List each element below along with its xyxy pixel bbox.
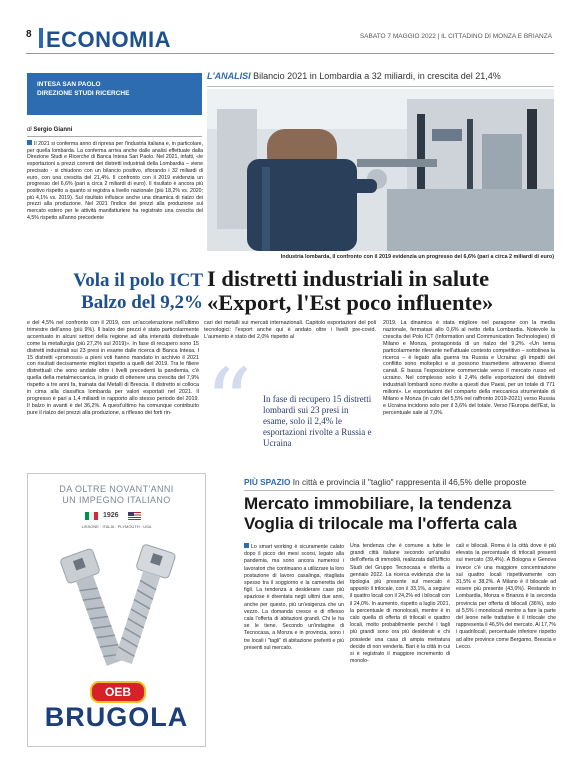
bolt-image: [46, 532, 186, 682]
story2-col-2-text: Una tendenza che è comune a tutte le grandi città italiane secondo un'analisi dell'offerta di immobili, realizzata dall'Ufficio Studi del Gruppo Tecnocasa e riferita a gennaio 2022. La ricerca evidenzia che la tipologia più presente sul mercato è appunto il trilocale, con il 33,1%, a seguire il quattro locali con il 24,2% ed i bilocali con il 24,0%. In aumento, rispetto a luglio 2021, la percentuale di monolocali, mentre è in calo quella di offerta di trilocali e quattro locali, molto probabilmente perché i tagli più grandi sono ora più desiderati e chi possiede una casa di ampia metratura decide di non venderla. Bari è la città in cui si è registrato il maggiore incremento di monolo-: [350, 543, 450, 665]
pull-quote-text: In fase di recupero 15 distretti lombardi sui 23 presi in esame, solo il 2,4% le esportazioni rivolte a Russia e Ucraina: [263, 394, 372, 448]
article-col-3-text: 2019. La dinamica è stata migliore nel paragone con la media nazionale, fermatasi allo 0,6% al netto della Lombardia. Notevole la crescita del Polo ICT (Information and Communication Technologies) di Milano e Monza, protagonista di un rialzo del 9,2%. «Un tema particolarmente rilevante nell'attuale contesto competitivo – sottolinea la ricerca – è legato alla guerra tra Russia e Ucraina: gli impatti del conflitto sono molteplici e si possono trasmettere attraverso diversi canali. È bassa l'esposizione commerciale verso il mercato russo ed ucraino. Nel complesso solo il 2,4% delle esportazioni dei distretti industriali lombardi sono rivolte a questi due Paesi, per un totale di 771 milioni». Le esportazioni del comparto della meccanica strumentale di Milano e Monza (in calo del 5,5% nel raffronto 2019-2021) verso Russia e Ucraina incidono solo per il 3,6% del totale. Verso l'Europa dell'Est, la percentuale sale al 7,0%.: [383, 320, 555, 416]
story2-kicker-text: In città e provincia il "taglio" rappresenta il 46,5% delle proposte: [292, 477, 527, 487]
source-line-1: INTESA SAN PAOLO: [37, 81, 101, 88]
sidebar-headline-2: Balzo del 9,2%: [81, 292, 203, 313]
article-col-3: [383, 320, 555, 477]
factory-photo: [207, 89, 554, 251]
kicker-label: L'ANALISI: [207, 71, 251, 81]
sidebar-intro: Il 2021 si conferma anno di ripresa per l'industria italiana e, in particolare, per quella lombarda. La conferma arriva anche dalle analisi effettuate dalla Direzione Studi e Ricerche di Banca Intesa San Paolo. Nel 2021, infatti, «le esportazioni a prezzi correnti dei distretti industriali della Lombardia – viene precisato - si chiudono con un bilancio positivo, sfiorando i 32 miliardi di euro, con una crescita del 21,4%. Il confronto con il 2019 evidenzia un progresso del 6,6% (pari a circa 2 miliardi di euro). Il risultato è ancora più positivo rispetto a quanto si registra a livello nazionale (più 18,2% vs. 2020; più 4,1% vs. 2019). Sul risultato influisce anche una dinamica di rialzo dei prezzi alla produzione. Nel 2021 l'indice dei prezzi alla produzione sul mercato estero per le attività manifatturiere ha registrato una crescita del 4,5% rispetto all'anno precedente: [27, 141, 203, 221]
byline-name: Sergio Gianni: [33, 127, 73, 133]
italian-flag-icon: [85, 512, 98, 520]
kicker-rule: [207, 86, 554, 87]
story2-col-2: [350, 543, 450, 753]
story2-col-3-text: cali e bilocali. Roma è la città dove è più elevata la percentuale di trilocali presenti sul mercato (39,4%). A Bologna e Genova invece c'è una maggiore concentrazione sul quattro locali rispettivamente con 31,5% e 38,2%. A Milano è il bilocale ad essere più presente (43,0%). Restando in Lombardia, Monza e Brianza è la seconda provincia per offerta di bilocali (36%), solo al 5,5% i monolocali mentre a fare la parte del leone nelle trattative è il trilocale che rappresenta il 46,5% del mercato. Al 17,7% i quadrilocali, percentuale inferiore rispetto ad altre province come Bergamo, Brescia e Lecco.: [456, 543, 556, 650]
story2-col-1-text: Lo smart working è sicuramente calato dopo il picco dei mesi scorsi, legato alla pandemia, ma sono ancora numerosi i lavoratori che continuano a utilizzare la loro postazione di lavoro casalinga, ritagliata spesso tra il soggiorno e la cameretta dei figli. La tendenza a desiderare case più spaziose è diventata negli ultimi due anni, anche per questo, più un'esigenza che un vezzo. La domanda cresce e di riflesso cala l'offerta di abitazioni grandi. Chi le ha se le tiene. Secondo un'indagine di Tecnocasa, a Monza e in provincia, sono i tre locali i "tagli" di abitazione preferiti e più presenti sul mercato.: [244, 544, 344, 651]
main-headline-1: I distretti industriali in salute: [207, 266, 490, 291]
ad-tagline-2: UN IMPEGNO ITALIANO: [62, 495, 171, 505]
kicker-text: Bilancio 2021 in Lombardia a 32 miliardi, in crescita del 21,4%: [253, 71, 501, 81]
header-rule: [26, 53, 554, 54]
story2-col-3: [456, 543, 556, 753]
story2-kicker: [244, 477, 559, 487]
source-line-2: DIREZIONE STUDI RICERCHE: [37, 90, 130, 97]
story2-rule: [244, 490, 554, 491]
ad-tagline-1: DA OLTRE NOVANT'ANNI: [59, 484, 174, 494]
page-number: 8: [26, 29, 32, 40]
sidebar-headline-1: Vola il polo ICT: [73, 270, 203, 291]
pull-quote: [263, 394, 373, 449]
article-col-1: [27, 320, 199, 470]
article-col-2-text: cari dei metalli sui mercati internazionali. Capitolo esportazioni del poli tecnologici: l'export anche qui è andato oltre i livelli pre-covid. L'aumento è stato del 2,0% rispetto al: [204, 320, 376, 340]
dateline: SABATO 7 MAGGIO 2022 | IL CITTADINO DI MONZA E BRIANZA: [359, 33, 552, 40]
ad-year: 1926: [103, 512, 119, 519]
ad-logo: OEB: [90, 681, 146, 703]
quote-mark-icon: “: [205, 349, 253, 456]
advertisement: [27, 473, 206, 747]
analysis-kicker: [207, 71, 557, 81]
story2-lead-square-icon: [244, 543, 249, 548]
us-flag-icon: [128, 512, 141, 520]
lead-square-icon: [27, 140, 32, 145]
byline: [27, 127, 72, 133]
section-marker: [39, 28, 43, 48]
main-headline-2: «Export, l'Est poco influente»: [207, 290, 494, 315]
article-col-2-top: [204, 320, 376, 348]
story2-kicker-label: PIÙ SPAZIO: [244, 477, 291, 487]
section-title: ECONOMIA: [46, 27, 171, 52]
byline-rule: [27, 136, 202, 137]
ad-cities: LISSONE · ITALIA · PLYMOUTH · USA: [81, 524, 152, 529]
sidebar-intro-block: [27, 140, 203, 266]
story2-headline-2: Voglia di trilocale ma l'offerta cala: [244, 514, 517, 533]
story2-headline-1: Mercato immobiliare, la tendenza: [244, 494, 512, 513]
story2-col-1: [244, 543, 344, 753]
article-col-1-text: e del 4,5% nel confronto con il 2019, con un'accelerazione nell'ultimo trimestre dell'anno (più 9%). Il balzo dei prezzi è stato particolarmente accentuato in alcuni settori della regione ad alta intensità distrettuale come la metallurgia (più 27,2% sul 2019)». In fase di recupero sono 15 distretti industriali sui 23 presi in esame dalle ricerca di Banca Intesa. I 15 distretti «promossi» a pieni voti hanno mandato in archivio il 2021 con risultati decisamente migliori rispetto a quelli del 2019. Tra le filiere distrettuali che sono andate oltre i livelli precedenti la pandemia, c'è quella della metalmeccanica, in grado di ottenere una crescita del 7,9% rispetto a tre anni fa, trainata dai Metalli di Brescia. Il distretto si colloca in cima alla classifica lombarda per valori esportati nel 2021. Il progresso è pari a 1,4 miliardi in rapporto allo stesso periodo del 2019. Il balzo in avanti è del 36,2%. A quest'ultimo ha comunque contribuito pure il rialzo dei prezzi alla produzione, a riflesso dei forti rin-: [27, 320, 199, 416]
ad-product: BRUGOLA: [44, 702, 189, 732]
photo-caption: Industria lombarda, il confronto con il 2019 evidenzia un progresso del 6,6% (pari a circa 2 miliardi di euro): [280, 254, 554, 260]
source-box: [27, 73, 202, 115]
byline-prefix: di: [27, 127, 32, 133]
